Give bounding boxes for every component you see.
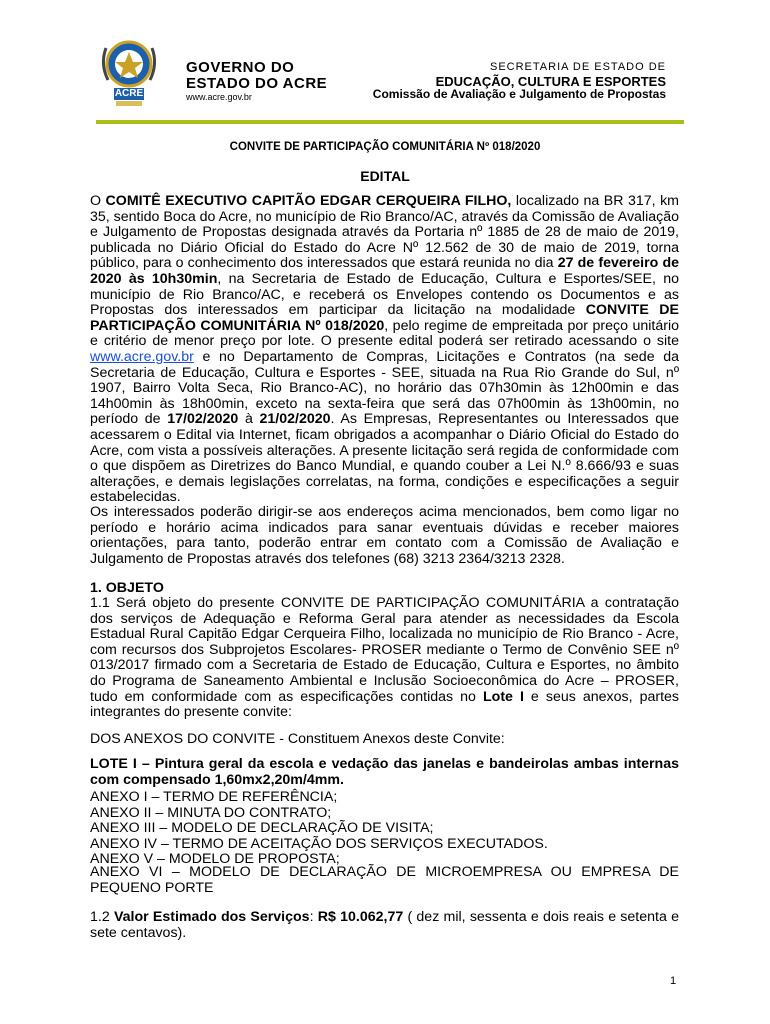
- section1-text: 1.1 Será objeto do presente CONVITE DE PARTICIPAÇÃO COMUNITÁRIA a contratação dos serviços de Adequação e Reforma Geral para atender as necessidades da Escola Estadual Rural Capitão Edgar Cerqueira Filho, localizada no município de Rio Branco - Acre, com recursos dos Subprojetos Escolares- PROSER mediante o Termo de Convênio SEE nº 013/2017 firmado com a Secretaria de Estado de Educação, Cultura e Esportes, no âmbito do Programa de Saneamento Ambiental e Inclusão Socioeconômica do Acre – PROSER, tudo em conformidade com as especificações contidas no: [90, 595, 679, 705]
- document-title: CONVITE DE PARTICIPAÇÃO COMUNITÁRIA Nº 018/2020: [229, 141, 541, 153]
- committee-name: COMITÊ EXECUTIVO CAPITÃO EDGAR CERQUEIRA FILHO,: [105, 193, 512, 209]
- lote-heading: LOTE I – Pintura geral da escola e vedação das janelas e bandeirolas ambas internas com compensado 1,60mx2,20m/4mm.: [90, 756, 679, 788]
- annex-item: ANEXO IV – TERMO DE ACEITAÇÃO DOS SERVIÇOS EXECUTADOS.: [90, 836, 548, 852]
- gov-line1: GOVERNO DO: [186, 59, 295, 76]
- gov-site: www.acre.gov.br: [186, 92, 252, 102]
- intro-text: , na Secretaria de Estado de Educação, Cultura e Esportes/SEE, no município de Rio Branco/AC, e receberá os Envelopes contendo os Documentos e as Propostas dos interessados em participar da licitação na modalidade: [90, 270, 679, 319]
- header-accent-bar: [96, 120, 684, 124]
- value-colon: :: [309, 909, 318, 925]
- lot-ref: Lote I: [482, 688, 524, 705]
- period-end: 21/02/2020: [259, 411, 331, 428]
- invitation-ref: CONVITE DE PARTICIPAÇÃO COMUNITÁRIA Nº 018/2020: [90, 302, 679, 334]
- emblem-label: ACRE: [114, 88, 144, 99]
- intro-text: localizado na BR 317, km 35, sentido Boca do Acre, no município de Rio Branco/AC, através da Comissão de Avaliação e Julgamento de Propostas designada através da Portaria nº 1885 de 28 de maio de 2019, publicada no Diário Oficial do Estado do Acre Nº 12.562 de 30 de maio de 2019, torna público, para o conhecimento dos interessados que estará reunida no dia: [90, 193, 679, 272]
- secretariat-line2: EDUCAÇÃO, CULTURA E ESPORTES: [435, 74, 666, 89]
- value-label: Valor Estimado dos Serviços: [113, 909, 310, 925]
- intro-text: . As Empresas, Representantes ou Interessados que acessarem o Edital via Internet, ficam obrigados a acompanhar o Diário Oficial do Estado do Acre, com vista a possíveis alterações. A presente licitação será regida de conformidade com o que dispõem as Diretrizes do Banco Mundial, e quando couber a Lei N.º 8.666/93 e suas alterações, e demais legislações correlatas, na forma, condições e especificações a seguir estabelecidas.: [90, 411, 679, 506]
- contact-paragraph: Os interessados poderão dirigir-se aos endereços acima mencionados, bem como ligar no período e horário acima indicados para sanar eventuais dúvidas e receber maiores orientações, para tanto, poderão entrar em contato com a Comissão de Avaliação e Julgamento de Propostas através dos telefones (68) 3213 2364/3213 2328.: [90, 504, 679, 567]
- intro-text: e no Departamento de Compras, Licitações e Contratos (na sede da Secretaria de Educação, Cultura e Esportes - SEE, situada na Rua Rio Grande do Sul, nº 1907, Bairro Volta Seca, Rio Branco-AC), no horário das 07h30min às 12h00min e das 14h00min às 18h00min, exceto na sexta-feira que será das 07h00min às 13h00min, no período de: [90, 348, 679, 428]
- annex-item: ANEXO I – TERMO DE REFERÊNCIA;: [90, 789, 338, 805]
- section1-paragraph: [90, 596, 679, 721]
- intro-paragraph: [90, 194, 679, 506]
- estimated-value-paragraph: [90, 910, 679, 941]
- website-link[interactable]: www.acre.gov.br: [90, 348, 194, 365]
- annex-item: ANEXO VI – MODELO DE DECLARAÇÃO DE MICROEMPRESA OU EMPRESA DE PEQUENO PORTE: [90, 864, 679, 896]
- page-number: 1: [670, 975, 677, 987]
- intro-text: , pelo regime de empreitada por preço unitário e critério de menor preço por lote. O presente edital poderá ser retirado acessando o site: [90, 317, 679, 350]
- intro-text: à: [238, 411, 260, 428]
- secretariat-line1: SECRETARIA DE ESTADO DE: [489, 61, 666, 73]
- commission-name: Comissão de Avaliação e Julgamento de Propostas: [372, 87, 666, 101]
- value-prefix: 1.2: [90, 909, 114, 925]
- section1-text: e seus anexos, partes integrantes do presente convite:: [90, 688, 679, 721]
- state-emblem: [98, 38, 160, 108]
- value-words: ( dez mil, sessenta e dois reais e setenta e sete centavos).: [90, 909, 679, 941]
- meeting-date: 27 de fevereiro de 2020 às 10h30min: [90, 255, 680, 287]
- annex-item: ANEXO V – MODELO DE PROPOSTA;: [90, 851, 340, 867]
- annex-item: ANEXO II – MINUTA DO CONTRATO;: [90, 805, 332, 821]
- intro-text: O: [90, 193, 106, 209]
- annex-item: ANEXO III – MODELO DE DECLARAÇÃO DE VISITA;: [90, 820, 434, 836]
- period-start: 17/02/2020: [167, 411, 239, 428]
- annexes-intro: DOS ANEXOS DO CONVITE - Constituem Anexos deste Convite:: [90, 731, 505, 747]
- section1-heading: 1. OBJETO: [90, 580, 164, 596]
- document-subtitle: EDITAL: [360, 168, 410, 184]
- gov-line2: ESTADO DO ACRE: [186, 75, 328, 92]
- value-amount: R$ 10.062,77: [317, 909, 404, 925]
